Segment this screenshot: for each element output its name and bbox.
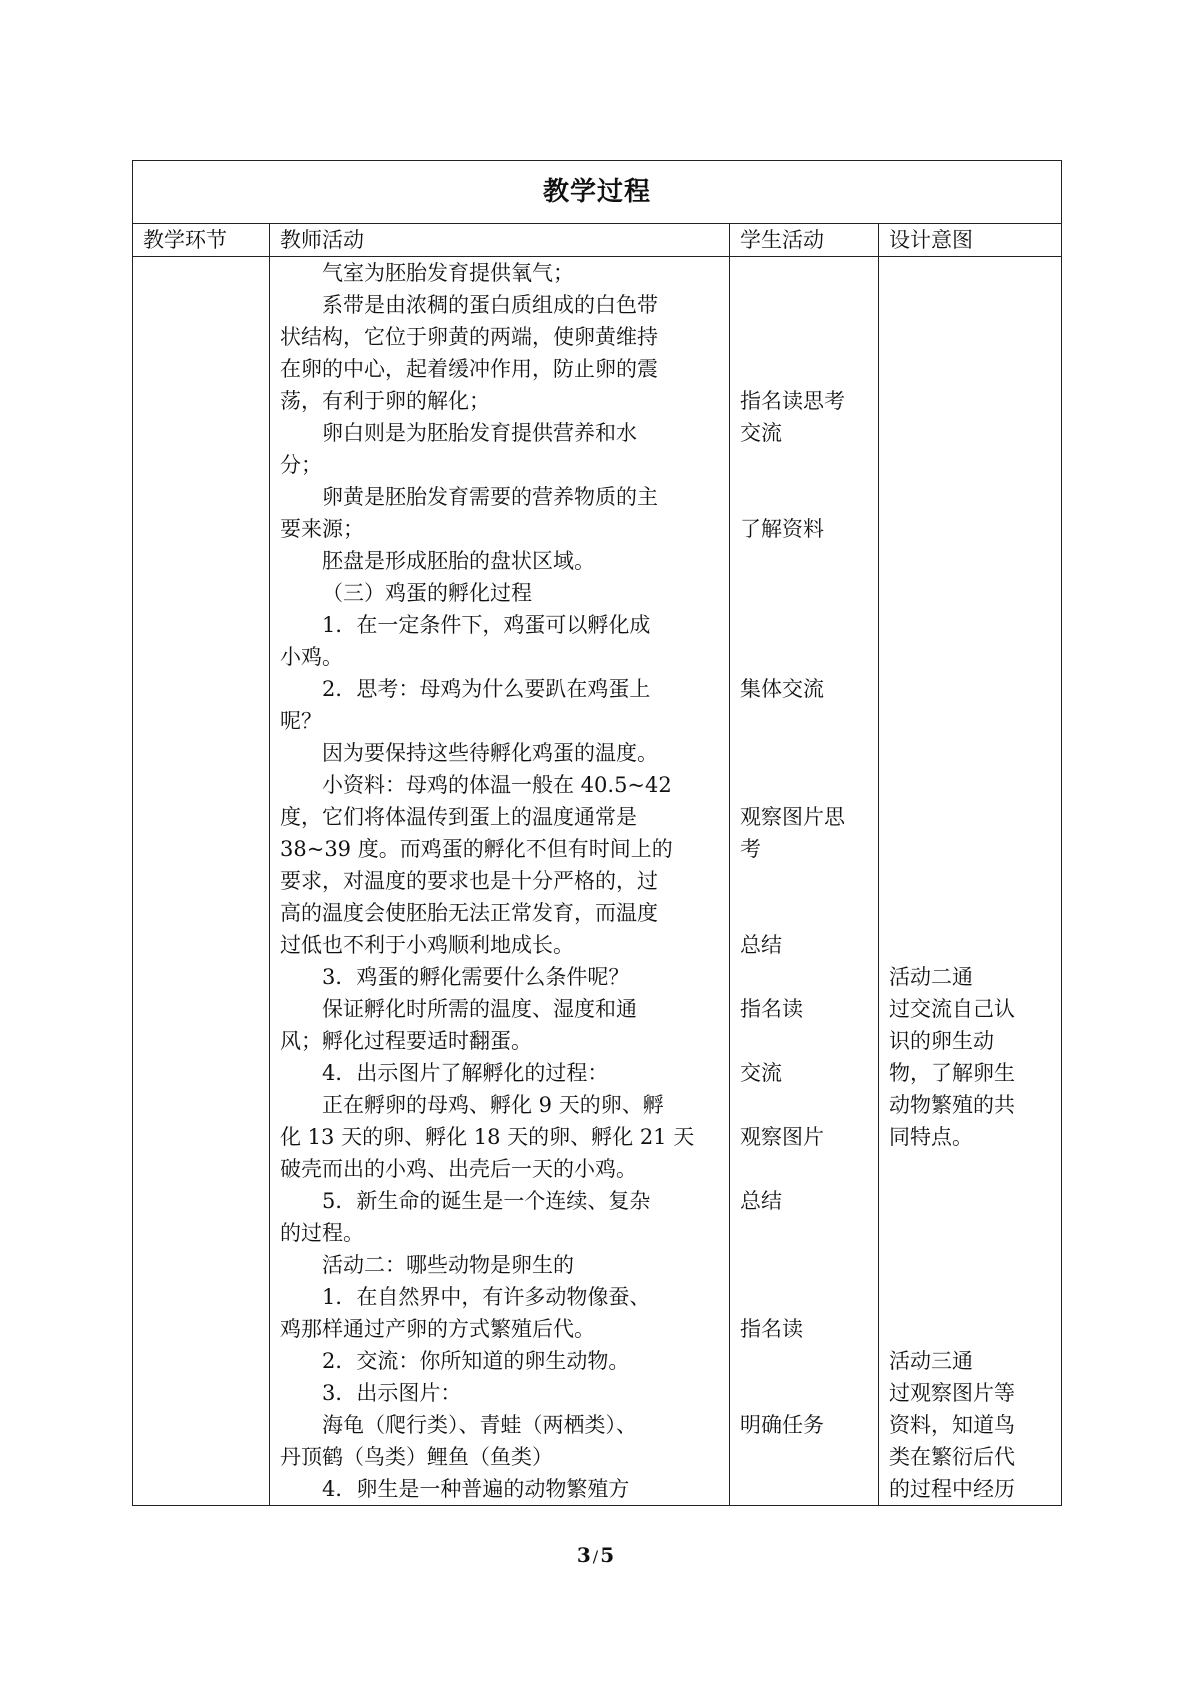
design-intent-cell	[879, 257, 1062, 1506]
teacher-line: 卵白则是为胚胎发育提供营养和水	[322, 421, 637, 445]
teacher-line: 活动二：哪些动物是卵生的	[322, 1253, 574, 1277]
design-line	[879, 769, 1061, 801]
page-total: 5	[600, 1543, 615, 1567]
student-line	[730, 1217, 878, 1249]
design-line: 动物繁殖的共	[889, 1093, 1015, 1117]
design-line	[879, 289, 1061, 321]
teacher-line: 气室为胚胎发育提供氧气；	[322, 261, 574, 285]
student-line	[730, 769, 878, 801]
student-line: 观察图片思	[740, 805, 845, 829]
teacher-line: 系带是由浓稠的蛋白质组成的白色带	[322, 293, 658, 317]
page-current: 3	[576, 1543, 591, 1567]
teacher-line: 在卵的中心，起着缓冲作用，防止卵的震	[280, 357, 658, 381]
design-line	[879, 417, 1061, 449]
student-line	[730, 1377, 878, 1409]
design-line	[879, 545, 1061, 577]
design-line	[879, 1313, 1061, 1345]
table-title-cell	[133, 161, 1062, 224]
teacher-line: 状结构，它位于卵黄的两端，使卵黄维持	[280, 325, 658, 349]
student-line	[730, 289, 878, 321]
student-line	[730, 961, 878, 993]
student-line	[730, 257, 878, 289]
student-line	[730, 705, 878, 737]
design-line	[879, 1217, 1061, 1249]
design-line	[879, 737, 1061, 769]
teacher-line: 2．交流：你所知道的卵生动物。	[322, 1349, 630, 1373]
student-activity-cell	[730, 257, 879, 1506]
student-line	[730, 609, 878, 641]
stage-cell	[133, 257, 270, 1506]
teacher-activity-cell	[270, 257, 730, 1506]
student-line	[730, 1345, 878, 1377]
student-line	[730, 1025, 878, 1057]
student-line	[730, 481, 878, 513]
teacher-line: 鸡那样通过产卵的方式繁殖后代。	[280, 1317, 595, 1341]
design-line	[879, 577, 1061, 609]
teacher-line: 正在孵卵的母鸡、孵化 9 天的卵、孵	[322, 1093, 664, 1117]
teacher-line: 度，它们将体温传到蛋上的温度通常是	[280, 805, 637, 829]
design-line	[879, 865, 1061, 897]
teacher-line: 小鸡。	[280, 645, 343, 669]
student-line	[730, 1441, 878, 1473]
teacher-line: 1．在自然界中，有许多动物像蚕、	[322, 1285, 651, 1309]
design-line	[879, 897, 1061, 929]
student-line: 指名读	[740, 1317, 803, 1341]
student-line: 交流	[740, 421, 782, 445]
teacher-line: 小资料：母鸡的体温一般在 40.5~42	[322, 773, 672, 797]
teacher-line: 4．卵生是一种普遍的动物繁殖方	[322, 1477, 630, 1501]
design-line	[879, 513, 1061, 545]
design-line: 同特点。	[889, 1125, 973, 1149]
teacher-line: 4．出示图片了解孵化的过程：	[322, 1061, 609, 1085]
teacher-line: 2．思考：母鸡为什么要趴在鸡蛋上	[322, 677, 651, 701]
page-separator: /	[592, 1547, 599, 1566]
student-line	[730, 737, 878, 769]
teacher-line: 风；孵化过程要适时翻蛋。	[280, 1029, 532, 1053]
design-line: 过交流自己认	[889, 997, 1015, 1021]
design-line	[879, 321, 1061, 353]
teacher-line: 卵黄是胚胎发育需要的营养物质的主	[322, 485, 658, 509]
teacher-line: 破壳而出的小鸡、出壳后一天的小鸡。	[280, 1157, 637, 1181]
header-row	[133, 224, 1062, 257]
student-line	[730, 1089, 878, 1121]
teacher-line: 要来源；	[280, 517, 364, 541]
design-line: 识的卵生动	[889, 1029, 994, 1053]
teacher-line: （三）鸡蛋的孵化过程	[322, 581, 532, 605]
student-line	[730, 865, 878, 897]
design-line	[879, 833, 1061, 865]
design-line	[879, 801, 1061, 833]
student-line: 考	[740, 837, 761, 861]
student-line	[730, 1281, 878, 1313]
teacher-line: 胚盘是形成胚胎的盘状区域。	[322, 549, 595, 573]
teacher-line: 要求，对温度的要求也是十分严格的，过	[280, 869, 658, 893]
teacher-line: 分；	[280, 453, 322, 477]
design-line	[879, 1281, 1061, 1313]
teacher-line: 38~39 度。而鸡蛋的孵化不但有时间上的	[280, 837, 673, 861]
student-line: 交流	[740, 1061, 782, 1085]
student-line	[730, 577, 878, 609]
student-line: 集体交流	[740, 677, 824, 701]
design-line	[879, 385, 1061, 417]
teacher-line: 的过程。	[280, 1221, 364, 1245]
page-number	[0, 1543, 1191, 1567]
design-line	[879, 641, 1061, 673]
teacher-line: 5．新生命的诞生是一个连续、复杂	[322, 1189, 651, 1213]
student-line: 指名读	[740, 997, 803, 1021]
student-line: 总结	[740, 1189, 782, 1213]
teacher-line: 3．鸡蛋的孵化需要什么条件呢？	[322, 965, 630, 989]
student-line: 观察图片	[740, 1125, 824, 1149]
design-line	[879, 929, 1061, 961]
header-student-activity: 学生活动	[730, 224, 879, 257]
teacher-line: 1．在一定条件下，鸡蛋可以孵化成	[322, 613, 651, 637]
design-line: 过观察图片等	[889, 1381, 1015, 1405]
design-line: 资料，知道鸟	[889, 1413, 1015, 1437]
design-line	[879, 1185, 1061, 1217]
table-title: 教学过程	[543, 177, 652, 207]
student-line	[730, 321, 878, 353]
design-line	[879, 1153, 1061, 1185]
student-line	[730, 545, 878, 577]
student-line: 了解资料	[740, 517, 824, 541]
student-line	[730, 353, 878, 385]
teacher-line: 呢？	[280, 709, 322, 733]
teacher-line: 荡，有利于卵的解化；	[280, 389, 490, 413]
design-line: 类在繁衍后代	[889, 1445, 1015, 1469]
design-line	[879, 449, 1061, 481]
design-line	[879, 481, 1061, 513]
design-line: 物，了解卵生	[889, 1061, 1015, 1085]
student-line	[730, 449, 878, 481]
teacher-line: 高的温度会使胚胎无法正常发育，而温度	[280, 901, 658, 925]
teacher-line: 保证孵化时所需的温度、湿度和通	[322, 997, 637, 1021]
student-line: 指名读思考	[740, 389, 845, 413]
teacher-line: 因为要保持这些待孵化鸡蛋的温度。	[322, 741, 658, 765]
teacher-line: 3．出示图片：	[322, 1381, 462, 1405]
content-row	[133, 257, 1062, 1506]
header-stage: 教学环节	[133, 224, 270, 257]
header-design-intent: 设计意图	[879, 224, 1062, 257]
student-line	[730, 641, 878, 673]
student-line	[730, 1473, 878, 1505]
teaching-process-table	[132, 160, 1062, 1506]
design-line	[879, 609, 1061, 641]
student-line: 明确任务	[740, 1413, 824, 1437]
design-line	[879, 1249, 1061, 1281]
teacher-line: 化 13 天的卵、孵化 18 天的卵、孵化 21 天	[280, 1125, 695, 1149]
design-line	[879, 673, 1061, 705]
design-line	[879, 257, 1061, 289]
student-line: 总结	[740, 933, 782, 957]
teacher-line: 过低也不利于小鸡顺利地成长。	[280, 933, 574, 957]
design-line	[879, 353, 1061, 385]
student-line	[730, 1249, 878, 1281]
design-line: 活动二通	[889, 965, 973, 989]
teacher-line: 海龟（爬行类）、青蛙（两栖类）、	[322, 1413, 637, 1437]
design-line	[879, 705, 1061, 737]
design-line: 的过程中经历	[889, 1477, 1015, 1501]
student-line	[730, 1153, 878, 1185]
header-teacher-activity: 教师活动	[270, 224, 730, 257]
design-line: 活动三通	[889, 1349, 973, 1373]
teacher-line: 丹顶鹤（鸟类）鲤鱼（鱼类）	[280, 1445, 553, 1469]
student-line	[730, 897, 878, 929]
